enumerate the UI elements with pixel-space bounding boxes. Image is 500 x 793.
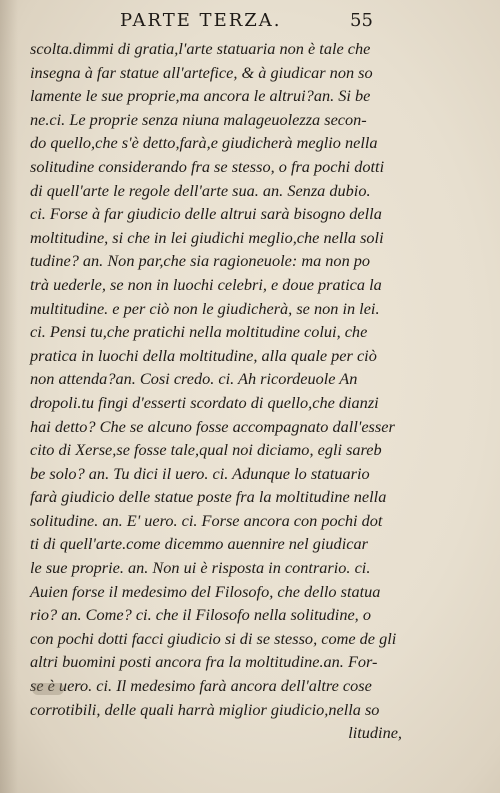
ink-smudge: [32, 683, 64, 695]
text-line: insegna à far statue all'artefice, & à giudicar non so: [30, 62, 373, 82]
text-line: ti di quell'arte.come dicemmo auennire nel giudicar: [30, 534, 368, 554]
text-line: con pochi dotti facci giudicio si di se stesso, come de gli: [30, 628, 397, 648]
text-line: multitudine. e per ciò non le giudicherà, se non in lei.: [30, 298, 380, 318]
text-line: moltitudine, si che in lei giudichi meglio,che nella soli: [30, 227, 384, 247]
text-line: hai detto? Che se alcuno fosse accompagnato dall'esser: [30, 416, 395, 436]
text-line: dropoli.tu fingi d'esserti scordato di quello,che dianzi: [30, 392, 379, 412]
text-line: altri buomini posti ancora fra la moltitudine.an. For-: [30, 652, 378, 672]
text-line: solitudine considerando fra se stesso, o fra pochi dotti: [30, 156, 385, 176]
text-line: cito di Xerse,se fosse tale,qual noi diciamo, egli sareb: [30, 440, 382, 460]
text-line: trà uederle, se non in luochi celebri, e doue pratica la: [30, 274, 382, 294]
text-line: le sue proprie. an. Non ui è risposta in contrario. ci.: [30, 558, 371, 578]
text-line: do quello,che s'è detto,farà,e giudicherà meglio nella: [30, 133, 378, 153]
text-line: be solo? an. Tu dici il uero. ci. Adunque lo statuario: [30, 463, 370, 483]
text-line: tudine? an. Non par,che sia ragioneuole: ma non po: [30, 251, 371, 271]
text-line: ci. Forse à far giudicio delle altrui sarà bisogno della: [30, 204, 382, 224]
text-line: se è uero. ci. Il medesimo farà ancora dell'altre cose: [30, 676, 372, 696]
body-text: [30, 37, 410, 745]
text-line: scolta.dimmi di gratia,l'arte statuaria non è tale che: [30, 39, 371, 58]
running-head: PARTE TERZA.: [120, 10, 282, 31]
text-line: lamente le sue proprie,ma ancora le altrui?an. Si be: [30, 86, 371, 106]
text-line: solitudine. an. E' uero. ci. Forse ancora con pochi dot: [30, 510, 383, 530]
text-line: corrotibili, delle quali harrà miglior giudicio,nella so: [30, 699, 380, 719]
text-line: rio? an. Come? ci. che il Filosofo nella solitudine, o: [30, 605, 371, 625]
page-header: [0, 10, 500, 36]
text-line: farà giudicio delle statue poste fra la moltitudine nella: [30, 487, 387, 507]
text-line: pratica in luochi della moltitudine, alla quale per ciò: [30, 345, 377, 365]
text-line: Auien forse il medesimo del Filosofo, che dello statua: [30, 581, 381, 601]
text-line: ci. Pensi tu,che pratichi nella moltitudine colui, che: [30, 322, 368, 342]
page-number: 55: [350, 10, 373, 31]
text-line: di quell'arte le regole dell'arte sua. an. Senza dubio.: [30, 180, 371, 200]
text-line-last: litudine,: [348, 723, 402, 743]
text-line: ne.ci. Le proprie senza niuna malageuolezza secon-: [30, 109, 367, 129]
text-line: non attenda?an. Cosi credo. ci. Ah ricordeuole An: [30, 369, 358, 389]
